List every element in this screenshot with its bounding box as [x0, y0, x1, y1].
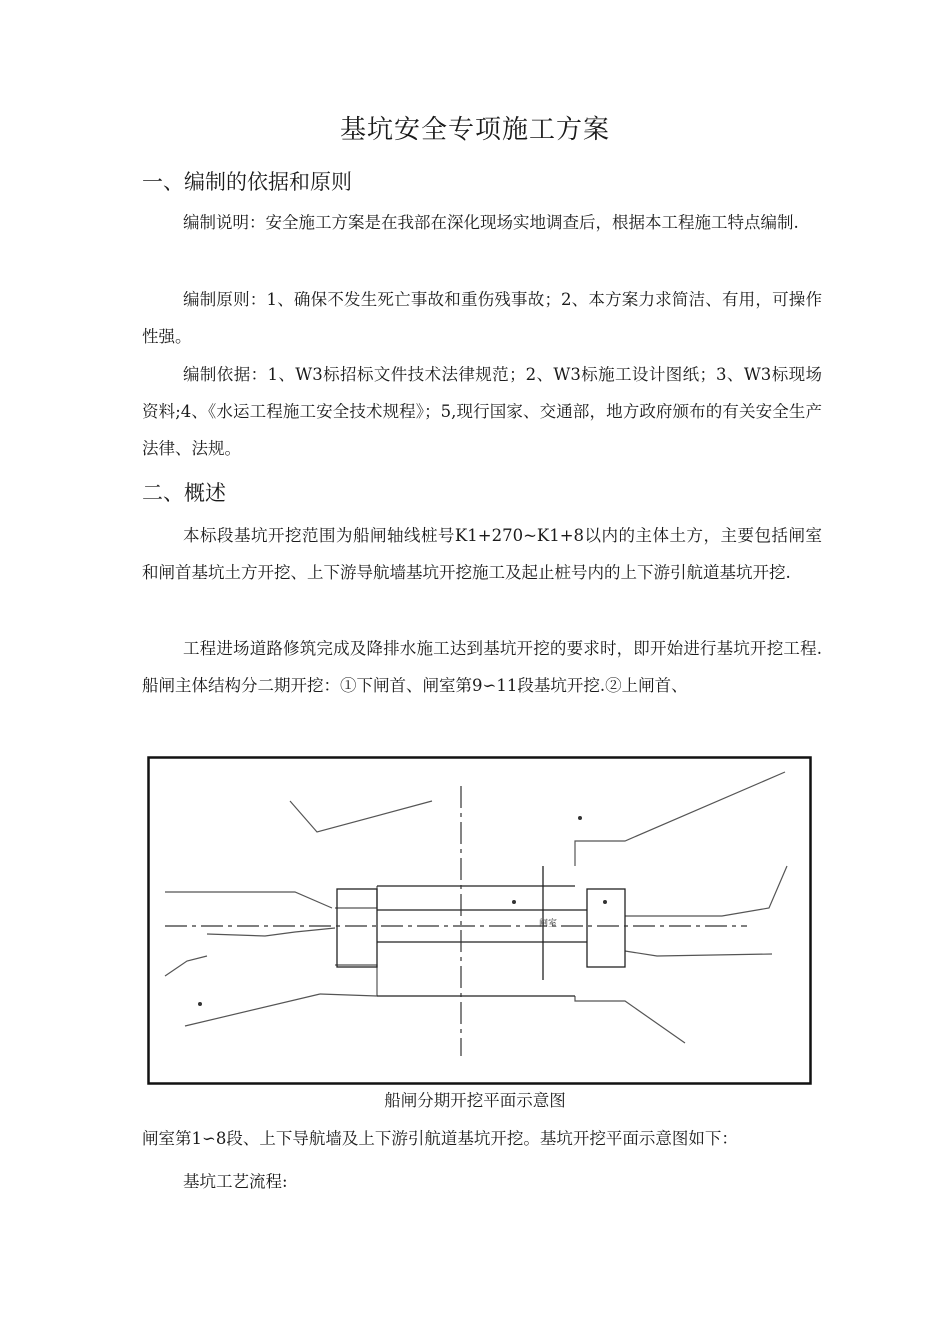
survey-point — [578, 816, 582, 820]
lower-right-channel-line — [575, 996, 685, 1043]
upper-lock-head — [337, 889, 377, 967]
paragraph-compile-principle: 编制原则：1、确保不发生死亡事故和重伤残事故；2、本方案力求简洁、有用，可操作性强。 — [142, 290, 822, 346]
survey-point — [198, 1002, 202, 1006]
survey-point — [512, 900, 516, 904]
upper-left-channel-line — [290, 801, 432, 832]
lower-left-bank-line — [165, 956, 207, 976]
lock-plan-drawing — [147, 756, 812, 1085]
survey-point — [603, 900, 607, 904]
paragraph-overview-phases: 工程进场道路修筑完成及降排水施工达到基坑开挖的要求时，即开始进行基坑开挖工程.船闸主体结构分二期开挖：①下闸首、闸室第9∽11段基坑开挖.②上闸首、 — [142, 639, 822, 695]
figure-border — [149, 758, 811, 1084]
lower-left-wall-joint — [320, 994, 377, 996]
figure-caption: 船闸分期开挖平面示意图 — [384, 1091, 566, 1110]
section-heading-1: 一、编制的依据和原则 — [142, 170, 352, 194]
lower-left-channel-line — [185, 994, 320, 1026]
paragraph-after-figure: 闸室第1∽8段、上下导航墙及上下游引航道基坑开挖。基坑开挖平面示意图如下： — [142, 1129, 738, 1148]
lock-excavation-plan-figure — [147, 756, 812, 1085]
upper-head-wall-bottom — [335, 965, 377, 996]
upper-left-bank-line — [165, 892, 332, 908]
chamber-label: 闸室 — [539, 919, 558, 929]
paragraph-overview-scope: 本标段基坑开挖范围为船闸轴线桩号K1+270~K1+8以内的主体土方，主要包括闸室和闸首基坑土方开挖、上下游导航墙基坑开挖施工及起止桩号内的上下游引航道基坑开挖. — [142, 526, 822, 582]
paragraph-compile-note: 编制说明：安全施工方案是在我部在深化现场实地调查后，根据本工程施工特点编制. — [183, 213, 799, 232]
upper-right-channel-line — [575, 772, 785, 866]
section-heading-2: 二、概述 — [142, 481, 226, 505]
paragraph-compile-basis: 编制依据：1、W3标招标文件技术法律规范；2、W3标施工设计图纸；3、W3标现场资料;4、《水运工程施工安全技术规程》；5,现行国家、交通部，地方政府颁布的有关安全生产法律、法规。 — [142, 365, 822, 458]
mid-left-bank-line — [207, 928, 335, 936]
paragraph-process-flow: 基坑工艺流程: — [183, 1172, 288, 1191]
mid-right-bank-line — [625, 951, 772, 956]
document-title: 基坑安全专项施工方案 — [339, 115, 610, 145]
upper-right-bank-line — [625, 866, 787, 916]
